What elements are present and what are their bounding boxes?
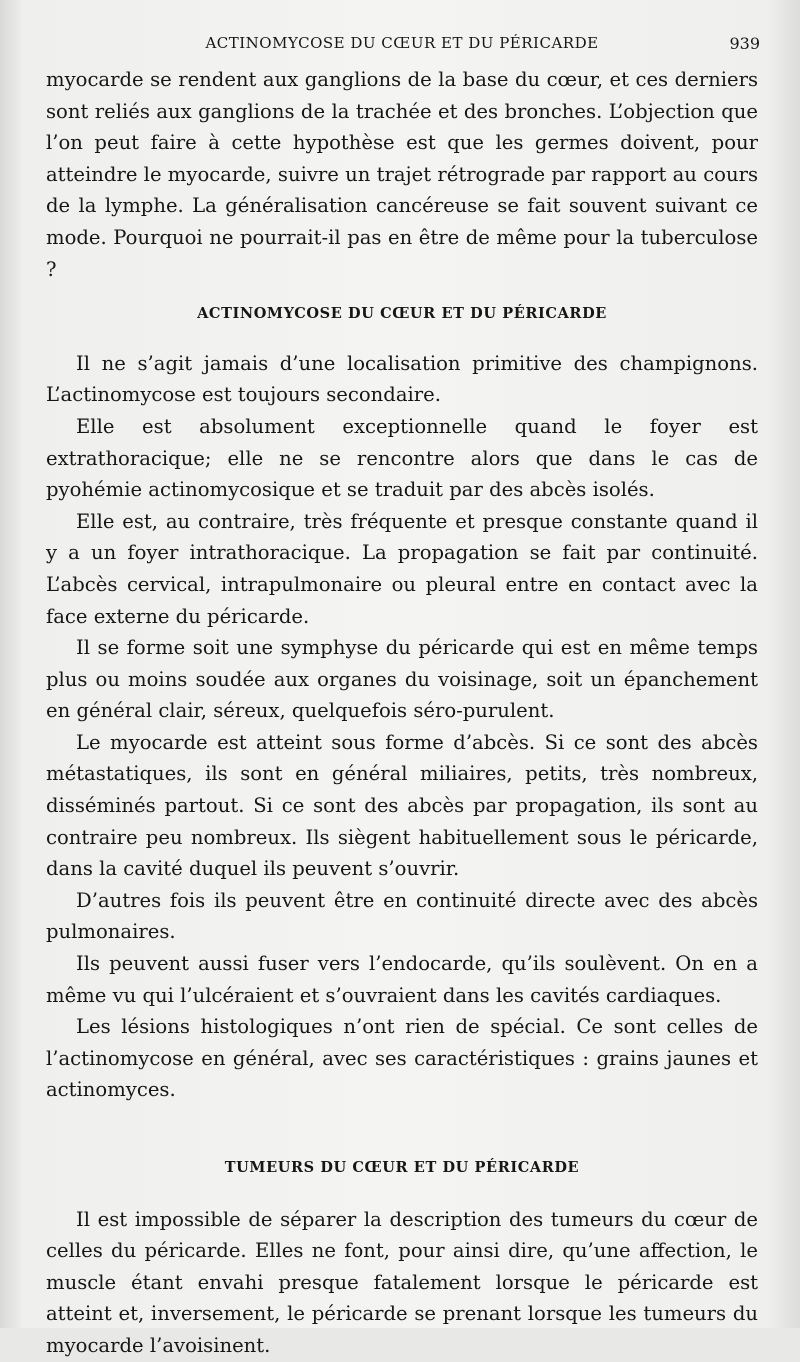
body-text xyxy=(46,64,758,1362)
running-head xyxy=(46,34,758,64)
paragraph: Le myocarde est atteint sous forme d’abcès. Si ce sont des abcès métastatiques, ils sont en général miliaires, petits, très nombreux, disséminés partout. Si ce sont des abcès par propagation, ils sont au contraire peu nombreux. Ils siègent habituellement sous le péricarde, dans la cavité duquel ils peuvent s’ouvrir. xyxy=(46,730,758,881)
paragraph: Il est impossible de séparer la description des tumeurs du cœur de celles du péricarde. Elles ne font, pour ainsi dire, qu’une affection, le muscle étant envahi presque fatalement lorsque le péricarde est atteint et, inversement, le péricarde se prenant lorsque les tumeurs du myocarde l’avoisinent. xyxy=(46,1207,758,1357)
paragraph: Elle est absolument exceptionnelle quand le foyer est extrathoracique; elle ne se rencontre alors que dans le cas de pyohémie actinomycosique et se traduit par des abcès isolés. xyxy=(46,414,758,502)
paragraph: Ils peuvent aussi fuser vers l’endocarde, qu’ils soulèvent. On en a même vu qui l’ulcéraient et s’ouvraient dans les cavités cardiaques. xyxy=(46,952,758,1007)
section-heading-tumeurs: TUMEURS DU CŒUR ET DU PÉRICARDE xyxy=(224,1159,580,1176)
section-heading-actinomycose: ACTINOMYCOSE DU CŒUR ET DU PÉRICARDE xyxy=(197,305,607,323)
paragraph: Elle est, au contraire, très fréquente et presque constante quand il y a un foyer intrathoracique. La propagation se fait par continuité. L’abcès cervical, intrapulmonaire ou pleural entre en contact avec la face externe du péricarde. xyxy=(46,509,758,628)
running-head-title: ACTINOMYCOSE DU CŒUR ET DU PÉRICARDE xyxy=(205,34,599,52)
paragraph: Il se forme soit une symphyse du péricarde qui est en même temps plus ou moins soudée aux organes du voisinage, soit un épanchement en général clair, séreux, quelquefois séro-purulent. xyxy=(46,636,758,723)
paragraph: D’autres fois ils peuvent être en continuité directe avec des abcès pulmonaires. xyxy=(46,888,758,944)
page-number: 939 xyxy=(729,34,760,53)
paragraph: Les lésions histologiques n’ont rien de spécial. Ce sont celles de l’actinomycose en général, avec ses caractéristiques : grains jaunes et actinomyces. xyxy=(46,1015,758,1102)
intro-paragraph: myocarde se rendent aux ganglions de la base du cœur, et ces derniers sont reliés aux ganglions de la trachée et des bronches. L’objection que l’on peut faire à cette hypothèse est que les germes doivent, pour atteindre le myocarde, suivre un trajet rétrograde par rapport au cours de la lymphe. La généralisation cancéreuse se fait souvent suivant ce mode. Pourquoi ne pourrait-il pas en être de même pour la tuberculose ? xyxy=(46,68,758,281)
paragraph: Il ne s’agit jamais d’une localisation primitive des champignons. L’actinomycose est toujours secondaire. xyxy=(46,351,758,407)
